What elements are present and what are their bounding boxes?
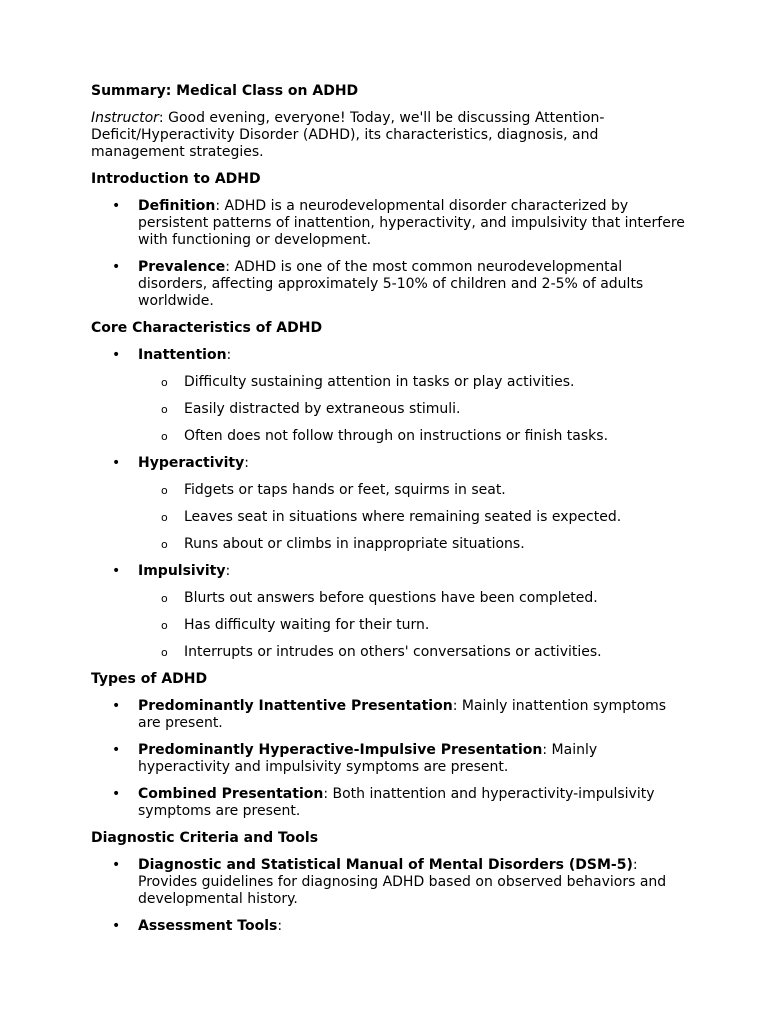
sub-bullet-icon: o	[161, 376, 168, 389]
intro-text: : Good evening, everyone! Today, we'll be discussing Attention-Deficit/Hyperactivity Disorder (ADHD), its characteristics, diagnosis, and management strategies.	[91, 110, 605, 160]
item-text: : ADHD is one of the most common neurodevelopmental disorders, affecting approximately 5-10% of children and 2-5% of adults worldwide.	[138, 259, 644, 309]
sub-bullet-icon: o	[161, 484, 168, 497]
sub-list-item	[138, 590, 691, 607]
section-heading-types: Types of ADHD	[91, 671, 208, 687]
sub-list-item	[138, 428, 691, 445]
sub-bullet-icon: o	[161, 511, 168, 524]
list-item-dsm5	[91, 857, 691, 908]
sub-item-text: Runs about or climbs in inappropriate situations.	[184, 536, 525, 552]
section-heading-diagnostic: Diagnostic Criteria and Tools	[91, 830, 319, 846]
sub-list-item	[138, 536, 691, 553]
sub-bullet-icon: o	[161, 403, 168, 416]
list-item-inattention	[91, 347, 691, 445]
sub-list-item	[138, 401, 691, 418]
section-heading-introduction: Introduction to ADHD	[91, 171, 261, 187]
speaker-label: Instructor	[91, 110, 159, 126]
list-item-impulsivity	[91, 563, 691, 661]
sub-list-item	[138, 482, 691, 499]
list-item-definition	[91, 198, 691, 249]
sub-bullet-icon: o	[161, 646, 168, 659]
item-text: :	[225, 563, 231, 579]
bullet-icon: •	[112, 455, 121, 471]
sub-item-text: Interrupts or intrudes on others' conversations or activities.	[184, 644, 602, 660]
sub-bullet-icon: o	[161, 619, 168, 632]
list-item-assessment-tools	[91, 918, 691, 935]
bullet-icon: •	[112, 698, 121, 714]
sub-list	[138, 374, 691, 445]
item-text: : Mainly inattention symptoms are present.	[138, 698, 667, 731]
list-item-combined	[91, 786, 691, 820]
sub-bullet-icon: o	[161, 538, 168, 551]
sub-list	[138, 590, 691, 661]
bullet-icon: •	[112, 198, 121, 214]
item-text: : Mainly hyperactivity and impulsivity symptoms are present.	[138, 742, 598, 775]
item-term: Inattention	[138, 347, 227, 363]
item-text: :	[226, 347, 232, 363]
item-text: : Both inattention and hyperactivity-impulsivity symptoms are present.	[138, 786, 655, 819]
sub-item-text: Has difficulty waiting for their turn.	[184, 617, 430, 633]
diagnostic-list	[91, 857, 691, 935]
sub-bullet-icon: o	[161, 592, 168, 605]
bullet-icon: •	[112, 742, 121, 758]
sub-item-text: Blurts out answers before questions have been completed.	[184, 590, 598, 606]
list-item-inattentive	[91, 698, 691, 732]
sub-bullet-icon: o	[161, 430, 168, 443]
item-term: Combined Presentation	[138, 786, 324, 802]
item-text: :	[244, 455, 249, 471]
sub-item-text: Leaves seat in situations where remaining seated is expected.	[184, 509, 622, 525]
item-term: Predominantly Inattentive Presentation	[138, 698, 453, 714]
item-term: Definition	[138, 198, 216, 214]
item-term: Assessment Tools	[138, 918, 278, 934]
bullet-icon: •	[112, 347, 121, 363]
sub-item-text: Difficulty sustaining attention in tasks or play activities.	[184, 374, 575, 390]
section-heading-core: Core Characteristics of ADHD	[91, 320, 323, 336]
item-text: : Provides guidelines for diagnosing ADHD based on observed behaviors and developmental history.	[138, 857, 667, 907]
bullet-icon: •	[112, 918, 121, 934]
sub-list-item	[138, 644, 691, 661]
intro-paragraph	[91, 110, 691, 161]
document-page	[91, 83, 691, 945]
item-term: Diagnostic and Statistical Manual of Mental Disorders (DSM-5)	[138, 857, 633, 873]
introduction-list	[91, 198, 691, 310]
list-item-hyperactive-impulsive	[91, 742, 691, 776]
item-term: Predominantly Hyperactive-Impulsive Presentation	[138, 742, 543, 758]
sub-list-item	[138, 617, 691, 634]
document-title: Summary: Medical Class on ADHD	[91, 83, 359, 99]
bullet-icon: •	[112, 563, 121, 579]
list-item-prevalence	[91, 259, 691, 310]
bullet-icon: •	[112, 786, 121, 802]
bullet-icon: •	[112, 259, 121, 275]
types-list	[91, 698, 691, 820]
sub-item-text: Easily distracted by extraneous stimuli.	[184, 401, 461, 417]
sub-list-item	[138, 374, 691, 391]
item-text: :	[277, 918, 283, 934]
item-text: : ADHD is a neurodevelopmental disorder characterized by persistent patterns of inattention, hyperactivity, and impulsivity that interfere with functioning or development.	[138, 198, 685, 248]
item-term: Prevalence	[138, 259, 226, 275]
core-list	[91, 347, 691, 661]
list-item-hyperactivity	[91, 455, 691, 553]
sub-item-text: Often does not follow through on instructions or finish tasks.	[184, 428, 609, 444]
sub-list-item	[138, 509, 691, 526]
item-term: Impulsivity	[138, 563, 226, 579]
sub-item-text: Fidgets or taps hands or feet, squirms in seat.	[184, 482, 506, 498]
sub-list	[138, 482, 691, 553]
bullet-icon: •	[112, 857, 121, 873]
item-term: Hyperactivity	[138, 455, 245, 471]
